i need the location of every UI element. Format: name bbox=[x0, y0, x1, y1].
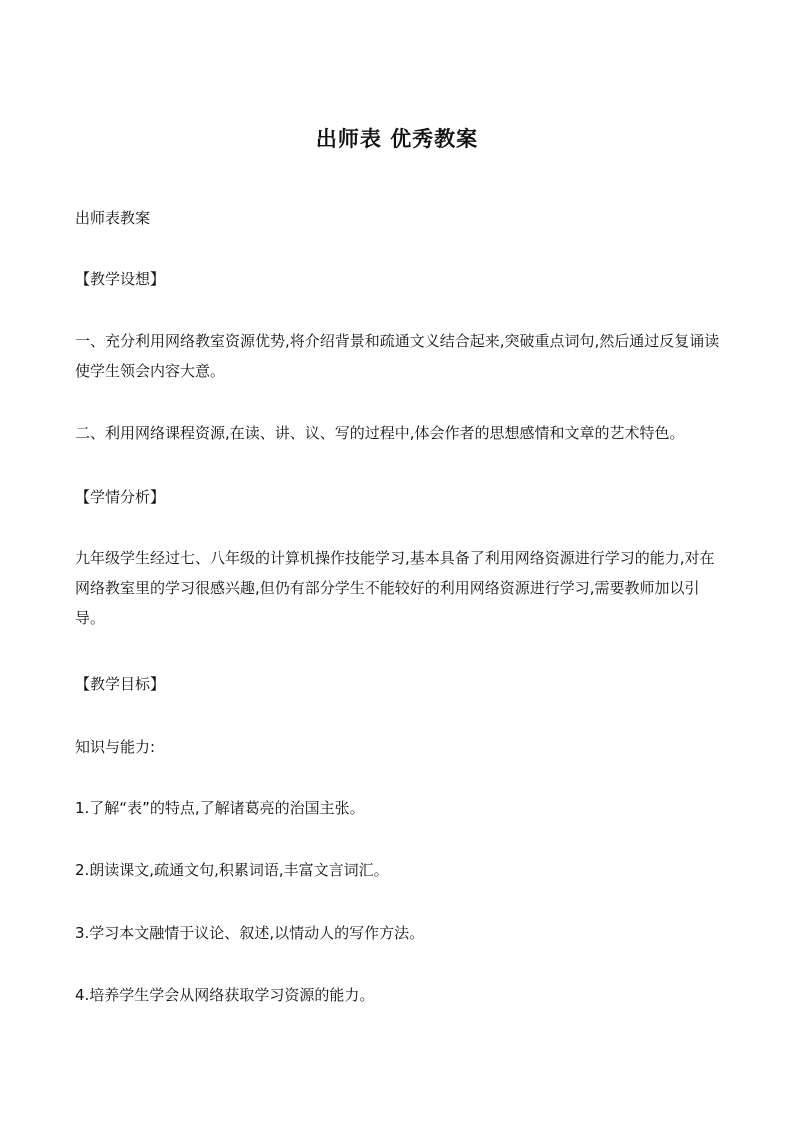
goal-category-knowledge-ability: 知识与能力: bbox=[75, 738, 156, 756]
section-heading-teaching-idea: 【教学设想】 bbox=[75, 270, 166, 288]
goal-item-4: 4.培养学生学会从网络获取学习资源的能力。 bbox=[75, 986, 375, 1004]
paragraph-student-analysis: 九年级学生经过七、八年级的计算机操作技能学习,基本具备了利用网络资源进行学习的能力,对在网络教室里的学习很感兴趣,但仍有部分学生不能较好的利用网络资源进行学习,需要教师加以引导。 bbox=[75, 549, 715, 627]
section-heading-teaching-goals: 【教学目标】 bbox=[75, 675, 166, 693]
goal-item-2: 2.朗读课文,疏通文句,积累词语,丰富文言词汇。 bbox=[75, 861, 389, 879]
section-heading-student-analysis: 【学情分析】 bbox=[75, 488, 166, 506]
paragraph-idea-one: 一、充分利用网络教室资源优势,将介绍背景和疏通文义结合起来,突破重点词句,然后通过反复诵读使学生领会内容大意。 bbox=[75, 332, 720, 380]
goal-item-1: 1.了解“表”的特点,了解诸葛亮的治国主张。 bbox=[75, 799, 365, 817]
goal-item-3: 3.学习本文融情于议论、叙述,以情动人的写作方法。 bbox=[75, 924, 425, 942]
subtitle-paragraph: 出师表教案 bbox=[75, 209, 151, 227]
paragraph-idea-two: 二、利用网络课程资源,在读、讲、议、写的过程中,体会作者的思想感情和文章的艺术特色。 bbox=[75, 424, 685, 442]
document-title: 出师表 优秀教案 bbox=[315, 126, 479, 151]
